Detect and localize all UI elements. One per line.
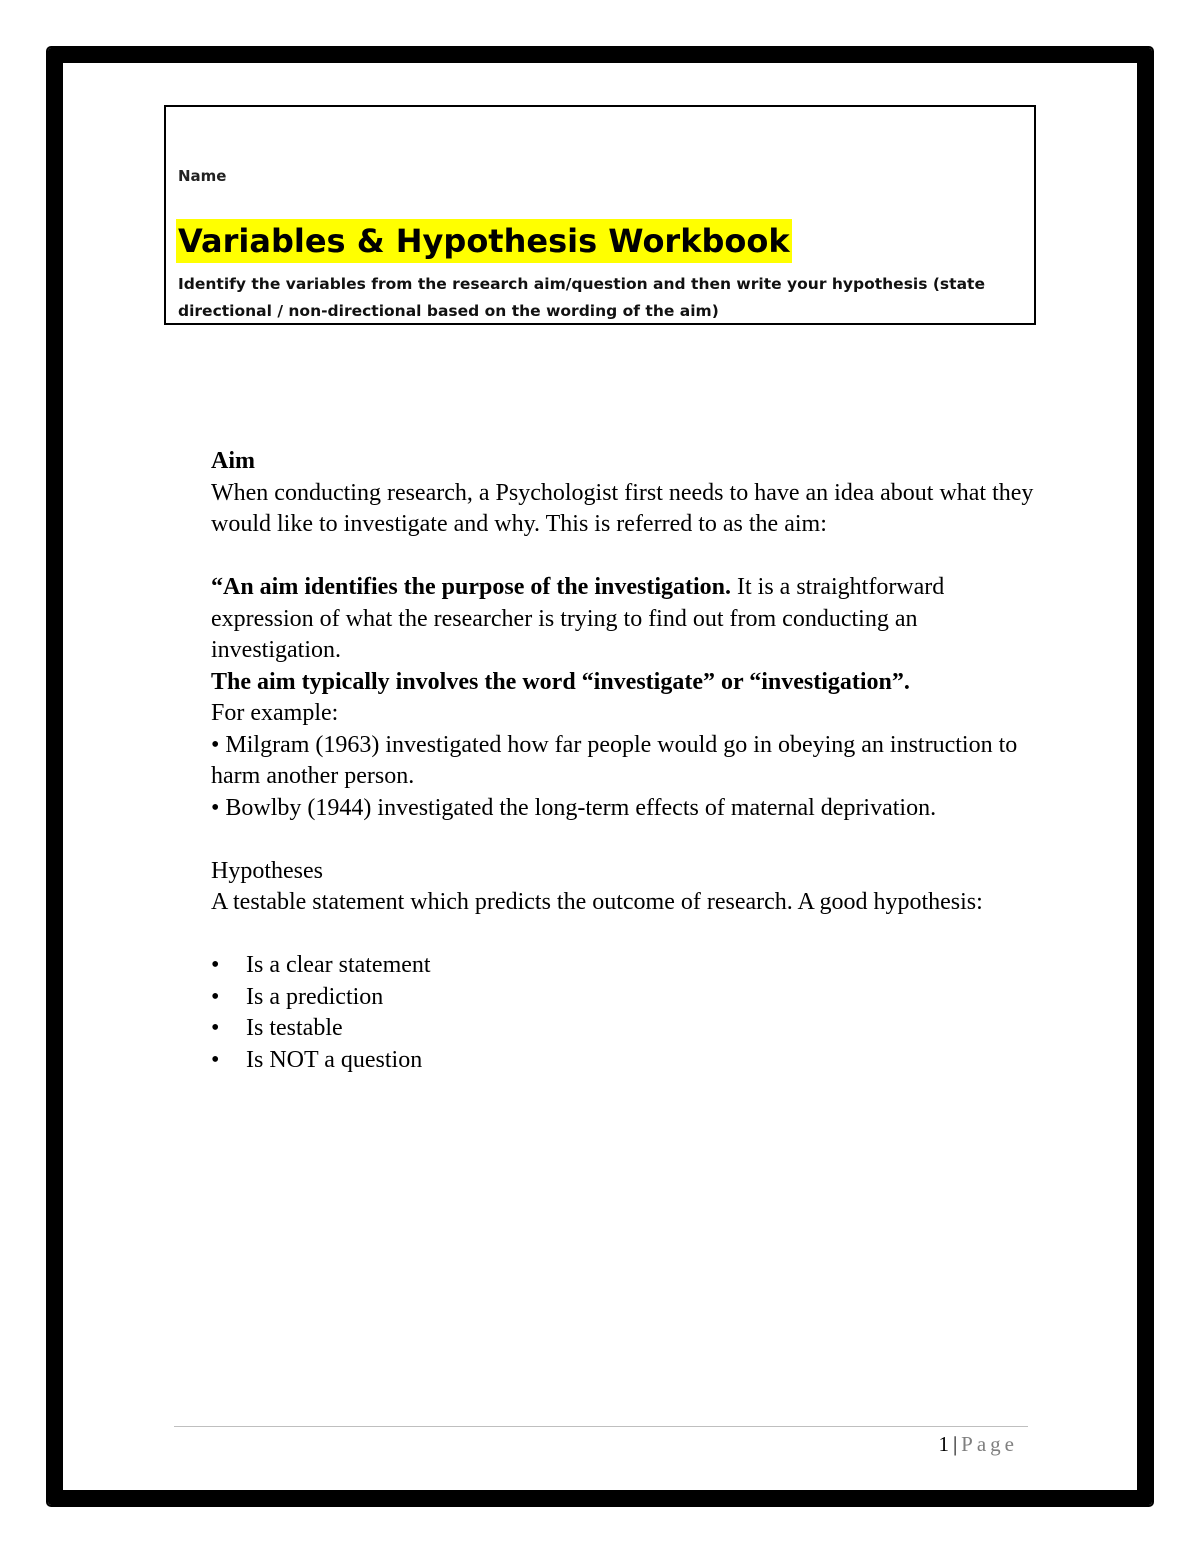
- aim-heading: Aim: [211, 448, 255, 474]
- list-item: [211, 1013, 1041, 1045]
- page-number: 1: [938, 1432, 949, 1456]
- list-item: [211, 950, 1041, 982]
- bullet-icon: •: [211, 952, 220, 978]
- hypotheses-definition: A testable statement which predicts the outcome of research. A good hypothesis:: [211, 889, 983, 915]
- aim-intro: When conducting research, a Psychologist first needs to have an idea about what they would like to investigate and why. This is referred to as the aim:: [211, 479, 1034, 537]
- example-label: For example:: [211, 700, 339, 726]
- aim-definition-rest: It is a straightforward expression of what the researcher is trying to find out from conducting an investigation.: [211, 574, 945, 663]
- page-separator: |: [952, 1432, 958, 1456]
- example-item: • Bowlby (1944) investigated the long-term effects of maternal deprivation.: [211, 794, 937, 821]
- example-item: • Milgram (1963) investigated how far people would go in obeying an instruction to harm another person.: [211, 731, 1018, 789]
- criterion-text: Is testable: [246, 1015, 343, 1041]
- main-content: [211, 446, 1041, 1076]
- page-word: Page: [961, 1432, 1018, 1456]
- workbook-instructions: Identify the variables from the research aim/question and then write your hypothesis (state directional / non-directional based on the wording of the aim): [178, 275, 985, 320]
- page-number-footer: [938, 1432, 1018, 1457]
- spacer: [211, 541, 1041, 573]
- bullet-icon: •: [211, 1046, 220, 1073]
- list-item: [211, 1045, 1041, 1077]
- spacer: [211, 919, 1041, 951]
- aim-typical-word: The aim typically involves the word “investigate” or “investigation”.: [211, 668, 910, 695]
- header-box: [164, 105, 1036, 325]
- criterion-text: Is a prediction: [246, 983, 384, 1010]
- footer-divider: [174, 1426, 1028, 1427]
- criterion-text: Is NOT a question: [246, 1046, 423, 1073]
- spacer: [211, 824, 1041, 856]
- aim-definition: [211, 572, 1041, 667]
- hypotheses-heading: Hypotheses: [211, 857, 323, 884]
- bullet-icon: •: [211, 983, 220, 1010]
- criterion-text: Is a clear statement: [246, 952, 431, 978]
- name-label: Name: [178, 167, 227, 185]
- workbook-title: Variables & Hypothesis Workbook: [176, 219, 792, 263]
- aim-definition-bold: “An aim identifies the purpose of the investigation.: [211, 574, 732, 600]
- list-item: [211, 982, 1041, 1014]
- bullet-icon: •: [211, 1015, 220, 1041]
